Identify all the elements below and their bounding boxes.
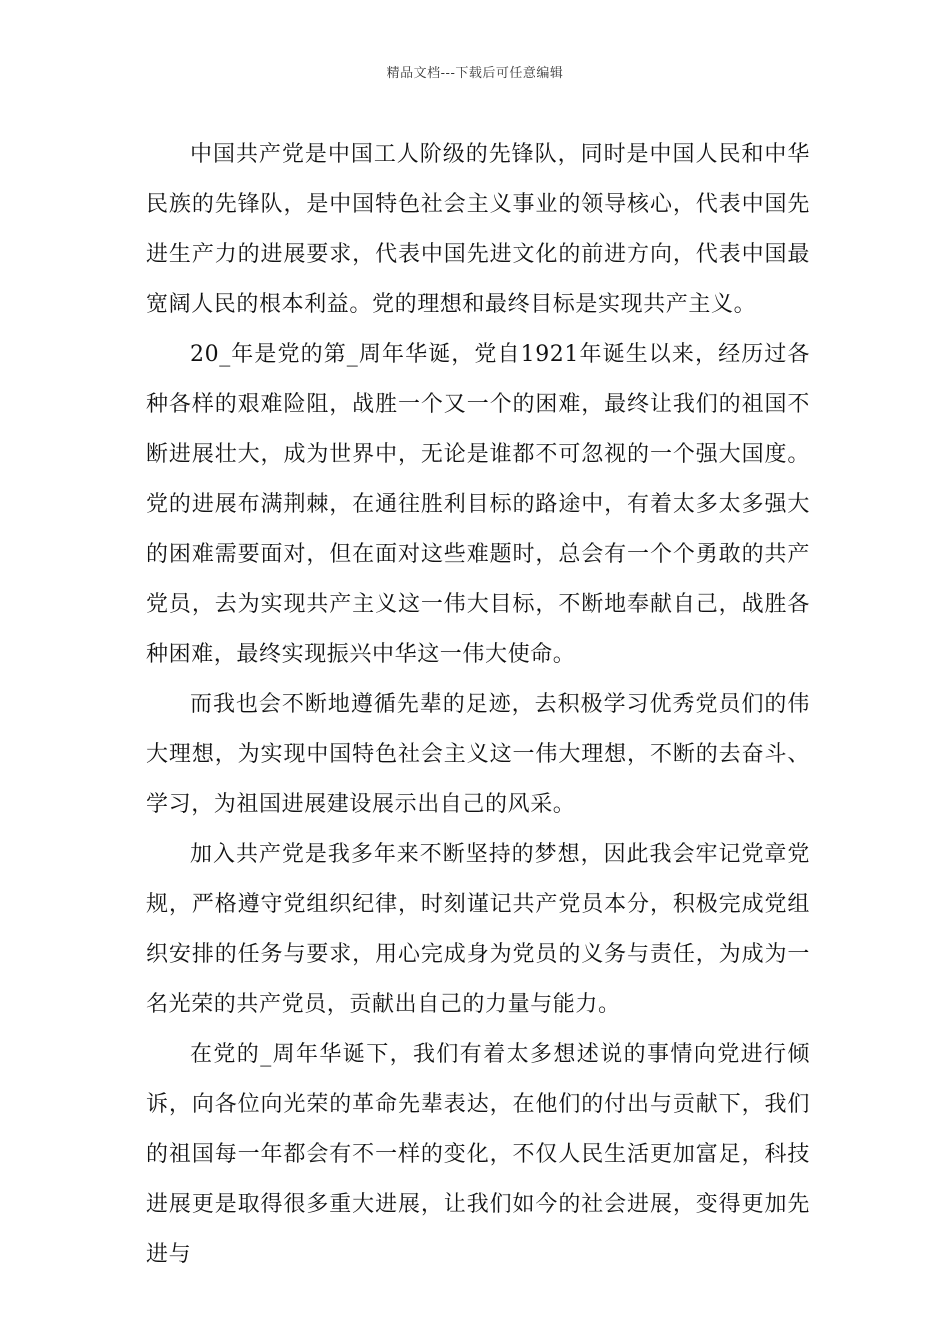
- paragraph-4: 加入共产党是我多年来不断坚持的梦想，因此我会牢记党章党规，严格遵守党组织纪律，时刻谨记共产党员本分，积极完成党组织安排的任务与要求，用心完成身为党员的义务与责任，为成为一名光荣的共产党员，贡献出自己的力量与能力。: [146, 842, 810, 1017]
- paragraph-3: 而我也会不断地遵循先辈的足迹，去积极学习优秀党员们的伟大理想，为实现中国特色社会主义这一伟大理想，不断的去奋斗、学习，为祖国进展建设展示出自己的风采。: [146, 692, 810, 817]
- document-body: [146, 130, 810, 1280]
- paragraph-2: 20_年是党的第_周年华诞，党自1921年诞生以来，经历过各种各样的艰难险阻，战胜一个又一个的困难，最终让我们的祖国不断进展壮大，成为世界中，无论是谁都不可忽视的一个强大国度。党的进展布满荆棘，在通往胜利目标的路途中，有着太多太多强大的困难需要面对，但在面对这些难题时，总会有一个个勇敢的共产党员，去为实现共产主义这一伟大目标，不断地奉献自己，战胜各种困难，最终实现振兴中华这一伟大使命。: [146, 342, 810, 667]
- paragraph-1: 中国共产党是中国工人阶级的先锋队，同时是中国人民和中华民族的先锋队，是中国特色社会主义事业的领导核心，代表中国先进生产力的进展要求，代表中国先进文化的前进方向，代表中国最宽阔人民的根本利益。党的理想和最终目标是实现共产主义。: [146, 142, 810, 317]
- page-header: 精品文档---下载后可任意编辑: [386, 66, 564, 81]
- paragraph-5: 在党的_周年华诞下，我们有着太多想述说的事情向党进行倾诉，向各位向光荣的革命先辈表达，在他们的付出与贡献下，我们的祖国每一年都会有不一样的变化，不仅人民生活更加富足，科技进展更是取得很多重大进展，让我们如今的社会进展，变得更加先进与: [146, 1042, 810, 1267]
